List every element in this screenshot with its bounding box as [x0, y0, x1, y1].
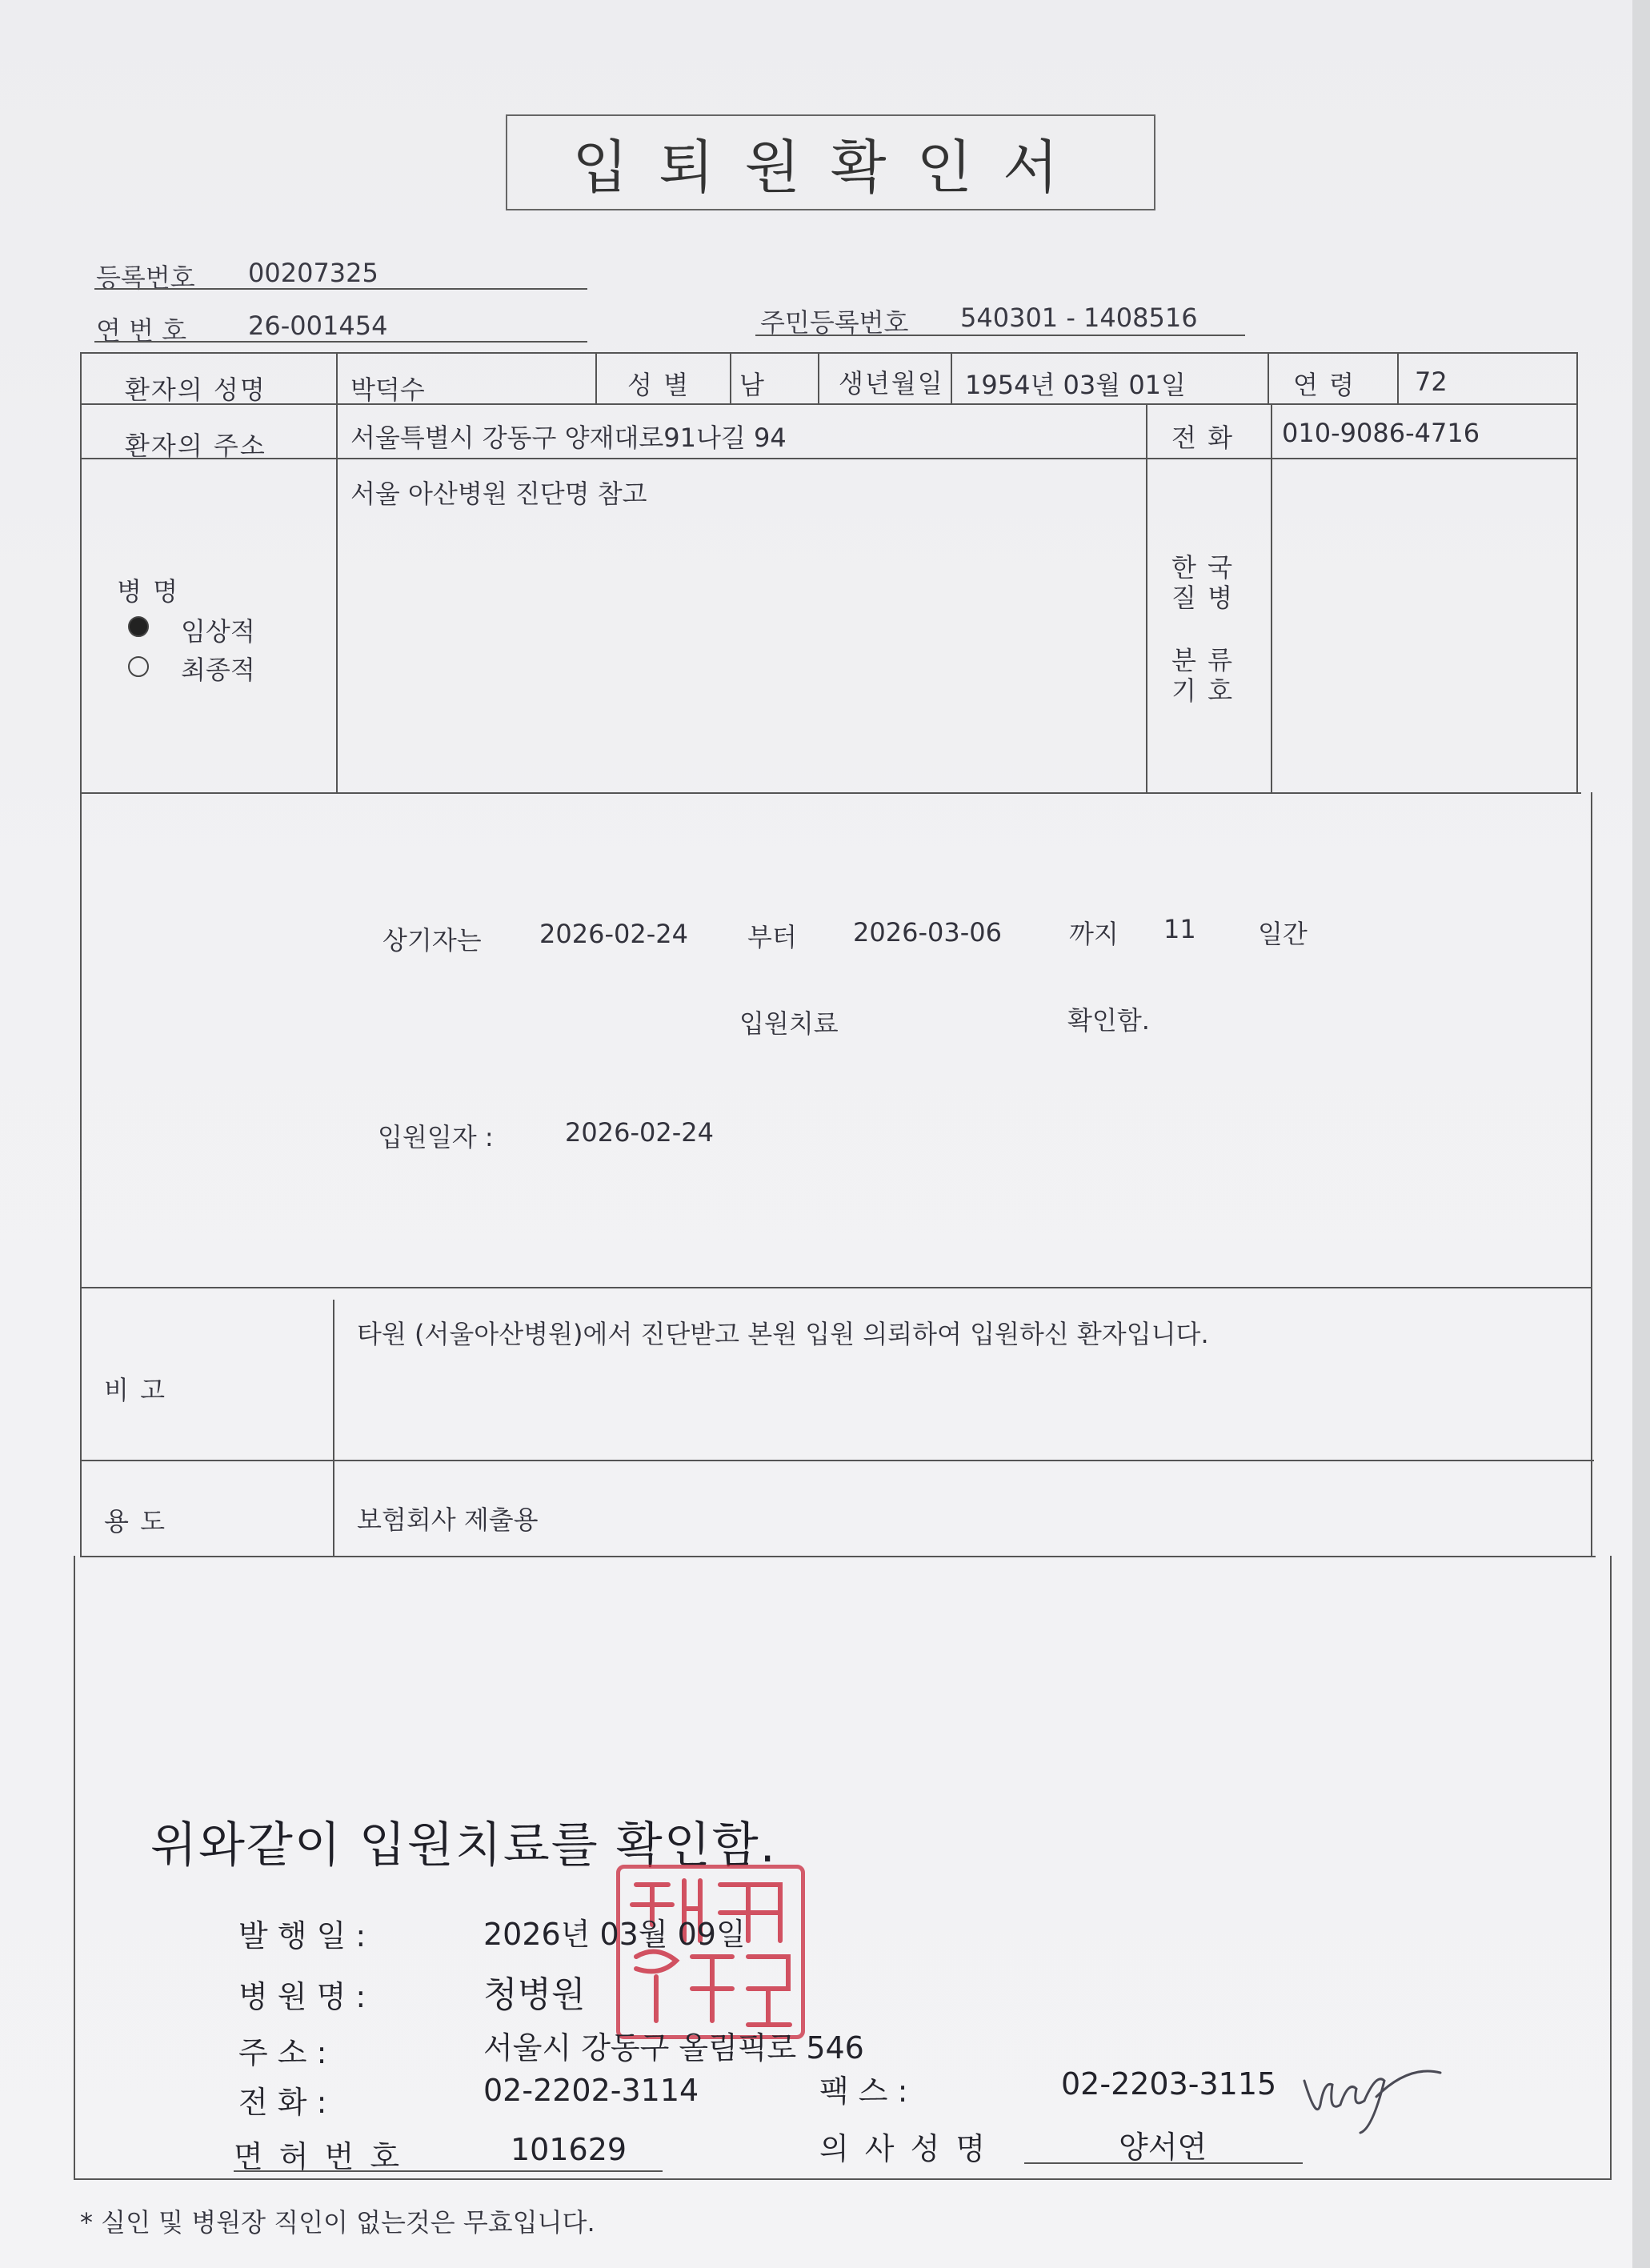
table-bottom-border: [74, 2178, 1612, 2180]
period-to-date: 2026-03-06: [853, 917, 1002, 948]
invalid-without-seal-note: * 실인 및 병원장 직인이 없는것은 무효입니다.: [80, 2207, 595, 2238]
table-col-divider: [333, 1300, 334, 1556]
registration-underline: [94, 288, 587, 290]
doctor-name-label: 의 사 성 명: [819, 2131, 989, 2166]
confirm-text: 확인함.: [1067, 1005, 1150, 1036]
table-left-border: [80, 352, 82, 1556]
diagnosis-label: 병 명: [117, 576, 179, 607]
registration-number-value: 00207325: [248, 258, 378, 288]
gender-label: 성 별: [627, 370, 690, 400]
table-col-divider: [951, 352, 952, 403]
resident-number-value: 540301 - 1408516: [960, 303, 1198, 333]
table-col-divider: [1271, 403, 1272, 792]
radio-final-unselected: [128, 656, 149, 677]
period-from-date: 2026-02-24: [539, 919, 688, 949]
kcd-label-line4: 기 호: [1171, 675, 1234, 706]
doctor-name-value: 양서연: [1119, 2130, 1207, 2165]
table-top-border: [80, 352, 1578, 354]
serial-number-label: 연 번 호: [96, 315, 187, 346]
patient-name-label: 환자의 성명: [125, 375, 266, 405]
hospital-name-value: 청병원: [483, 1974, 586, 2015]
hospital-fax-value: 02-2203-3115: [1061, 2066, 1277, 2102]
table-col-divider: [595, 352, 597, 403]
period-days: 11: [1163, 914, 1196, 944]
table-col-divider: [730, 352, 731, 403]
doctor-underline: [1024, 2162, 1303, 2164]
table-row-divider: [80, 403, 1578, 405]
table-col-divider: [336, 352, 338, 792]
gender-value: 남: [739, 370, 764, 400]
table-col-divider: [818, 352, 819, 403]
registration-number-label: 등록번호: [96, 262, 195, 293]
birth-date-label: 생년월일: [839, 368, 944, 399]
license-underline: [234, 2170, 663, 2172]
patient-address-value: 서울특별시 강동구 양재대로91나길 94: [350, 423, 787, 453]
issue-date-label: 발 행 일 :: [238, 1918, 366, 1953]
hospital-address-label: 주 소 :: [238, 2035, 327, 2070]
table-right-border: [1576, 352, 1578, 792]
table-right-border: [1610, 1556, 1612, 2178]
doctor-signature: [1296, 2049, 1456, 2137]
purpose-text: 보험회사 제출용: [357, 1505, 539, 1535]
period-from-word: 부터: [747, 922, 797, 952]
phone-value: 010-9086-4716: [1282, 418, 1480, 448]
hospital-tel-value: 02-2202-3114: [483, 2073, 699, 2108]
table-col-divider: [1146, 403, 1147, 792]
table-row-divider: [80, 792, 1581, 794]
period-days-word: 일간: [1258, 919, 1308, 949]
table-col-divider: [1268, 352, 1269, 403]
resident-underline: [755, 335, 1245, 336]
age-value: 72: [1415, 367, 1448, 397]
radio-clinical-selected: [128, 616, 149, 637]
kcd-label-line1: 한 국: [1171, 552, 1234, 583]
table-left-border: [74, 1556, 75, 2178]
treatment-type: 입원치료: [739, 1008, 839, 1039]
final-option-label: 최종적: [181, 655, 255, 685]
patient-name-value: 박덕수: [350, 375, 425, 405]
admission-date-label: 입원일자 :: [378, 1122, 494, 1152]
kcd-label-line2: 질 병: [1171, 583, 1234, 613]
resident-number-label: 주민등록번호: [760, 307, 909, 338]
birth-date-value: 1954년 03월 01일: [965, 370, 1186, 400]
serial-underline: [94, 341, 587, 343]
admission-date-value: 2026-02-24: [565, 1117, 714, 1148]
age-label: 연 령: [1293, 370, 1356, 400]
table-row-divider: [80, 458, 1578, 459]
table-row-divider: [80, 1460, 1594, 1461]
remarks-label: 비 고: [104, 1375, 166, 1405]
hospital-fax-label: 팩 스 :: [819, 2074, 908, 2109]
hospital-tel-label: 전 화 :: [238, 2085, 327, 2120]
diagnosis-text: 서울 아산병원 진단명 참고: [350, 479, 647, 509]
issue-date-value: 2026년 03월 09일: [483, 1917, 746, 1952]
remarks-text: 타원 (서울아산병원)에서 진단받고 본원 입원 의뢰하여 입원하신 환자입니다.: [357, 1319, 1209, 1349]
phone-label: 전 화: [1171, 423, 1234, 453]
table-right-border: [1591, 792, 1592, 1556]
kcd-label-line3: 분 류: [1171, 645, 1234, 675]
patient-address-label: 환자의 주소: [125, 431, 266, 461]
serial-number-value: 26-001454: [248, 311, 388, 341]
purpose-label: 용 도: [104, 1506, 166, 1537]
clinical-option-label: 임상적: [181, 616, 255, 647]
period-to-word: 까지: [1069, 919, 1119, 949]
hospital-address-value: 서울시 강동구 올림픽로 546: [483, 2030, 864, 2066]
period-subject: 상기자는: [382, 925, 482, 956]
hospital-name-label: 병 원 명 :: [238, 1979, 366, 2014]
license-number-label: 면 허 번 호: [234, 2139, 403, 2174]
document-title: 입퇴원확인서: [506, 114, 1155, 210]
table-row-divider: [80, 1556, 1596, 1557]
confirmation-statement: 위와같이 입원치료를 확인함.: [150, 1817, 777, 1873]
table-row-divider: [80, 1287, 1592, 1288]
license-number-value: 101629: [511, 2132, 627, 2167]
table-col-divider: [1397, 352, 1399, 403]
